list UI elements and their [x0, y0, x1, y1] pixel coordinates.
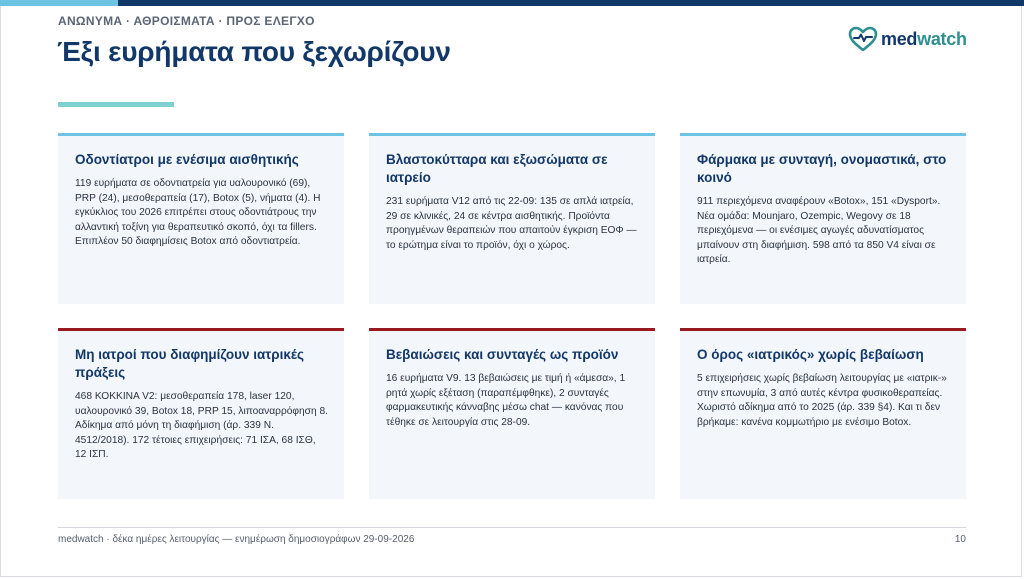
logo-text-main: med — [881, 28, 918, 49]
footer-text: medwatch · δέκα ημέρες λειτουργίας — ενημέρωση δημοσιογράφων 29-09-2026 — [58, 534, 415, 545]
card-title: Βεβαιώσεις και συνταγές ως προϊόν — [386, 347, 619, 362]
logo — [848, 26, 967, 52]
title-underline — [58, 102, 174, 107]
card-title: Ο όρος «ιατρικός» χωρίς βεβαίωση — [697, 347, 924, 362]
top-bar-dark-segment — [118, 0, 1024, 6]
heart-pulse-icon — [848, 26, 878, 52]
logo-wordmark — [881, 29, 967, 50]
section-label: ΑΝΩΝΥΜΑ · ΑΘΡΟΙΣΜΑΤΑ · ΠΡΟΣ ΕΛΕΓΧΟ — [58, 14, 315, 28]
top-bar-light-segment — [0, 0, 118, 6]
card-body: 119 ευρήματα σε οδοντιατρεία για υαλουρονικό (69), PRP (24), μεσοθεραπεία (17), Botox (5), νήματα (4). Η εγκύκλιος του 2026 επιτρέπει στους οδοντιάτρους την αλλαντική τοξίνη για θεραπευτικό σκοπό, όχι τα fillers. Επιπλέον 50 διαφημίσεις Botox από οδοντιατρεία. — [75, 178, 321, 248]
finding-card — [369, 328, 655, 499]
finding-card — [369, 133, 655, 304]
top-accent-bar — [0, 0, 1024, 6]
card-body: 5 επιχειρήσεις χωρίς βεβαίωση λειτουργίας με «ιατρικ-» στην επωνυμία, 3 από αυτές κέντρα φυσικοθεραπείας. Χωριστό αδίκημα από το 2025 (άρ. 339 §4). Και τι δεν βρήκαμε: κανένα κομμωτήριο με ενέσιμο Botox. — [697, 373, 947, 428]
finding-card — [58, 133, 344, 304]
card-title: Οδοντίατροι με ενέσιμα αισθητικής — [75, 152, 299, 167]
page-number: 10 — [954, 534, 966, 545]
card-title: Μη ιατροί που διαφημίζουν ιατρικές πράξεις — [75, 347, 305, 380]
page-title: Έξι ευρήματα που ξεχωρίζουν — [57, 36, 451, 67]
footer-divider — [58, 527, 966, 528]
card-body: 468 ΚΟΚΚΙΝΑ V2: μεσοθεραπεία 178, laser 120, υαλουρονικό 39, Botox 18, PRP 15, λιποαναρρόφηση 8. Αδίκημα από μόνη τη διαφήμιση (άρ. 339 Ν. 4512/2018). 172 τέτοιες επιχειρήσεις: 71 ΙΣΑ, 68 ΙΣΘ, 12 ΙΣΠ. — [75, 391, 328, 461]
card-body: 231 ευρήματα V12 από τις 22-09: 135 σε απλά ιατρεία, 29 σε κλινικές, 24 σε κέντρα αισθητικής. Προϊόντα προηγμένων θεραπειών που απαιτούν έγκριση ΕΟΦ — το ερώτημα είναι το προϊόν, όχι ο χώρος. — [386, 196, 637, 251]
logo-text-accent: watch — [917, 28, 967, 49]
card-body: 911 περιεχόμενα αναφέρουν «Botox», 151 «Dysport». Νέα ομάδα: Mounjaro, Ozempic, Wegovy σε 18 περιεχόμενα — οι ενέσιμες αγωγές αδυνατίσματος μπαίνουν στη διαφήμιση. 598 από τα 850 V4 είναι σε ιατρεία. — [697, 196, 941, 266]
finding-card — [680, 328, 966, 499]
card-title: Βλαστοκύτταρα και εξωσώματα σε ιατρείο — [386, 152, 608, 185]
finding-card — [680, 133, 966, 304]
card-body: 16 ευρήματα V9. 13 βεβαιώσεις με τιμή ή «άμεσα», 1 ρητά χωρίς εξέταση (παραπέμφθηκε), 2 συνταγές φαρμακευτικής κάνναβης μέσω chat — κανόνας που τέθηκε σε λειτουργία στις 28-09. — [386, 373, 626, 428]
card-title: Φάρμακα με συνταγή, ονομαστικά, στο κοινό — [697, 152, 947, 185]
finding-card — [58, 328, 344, 499]
